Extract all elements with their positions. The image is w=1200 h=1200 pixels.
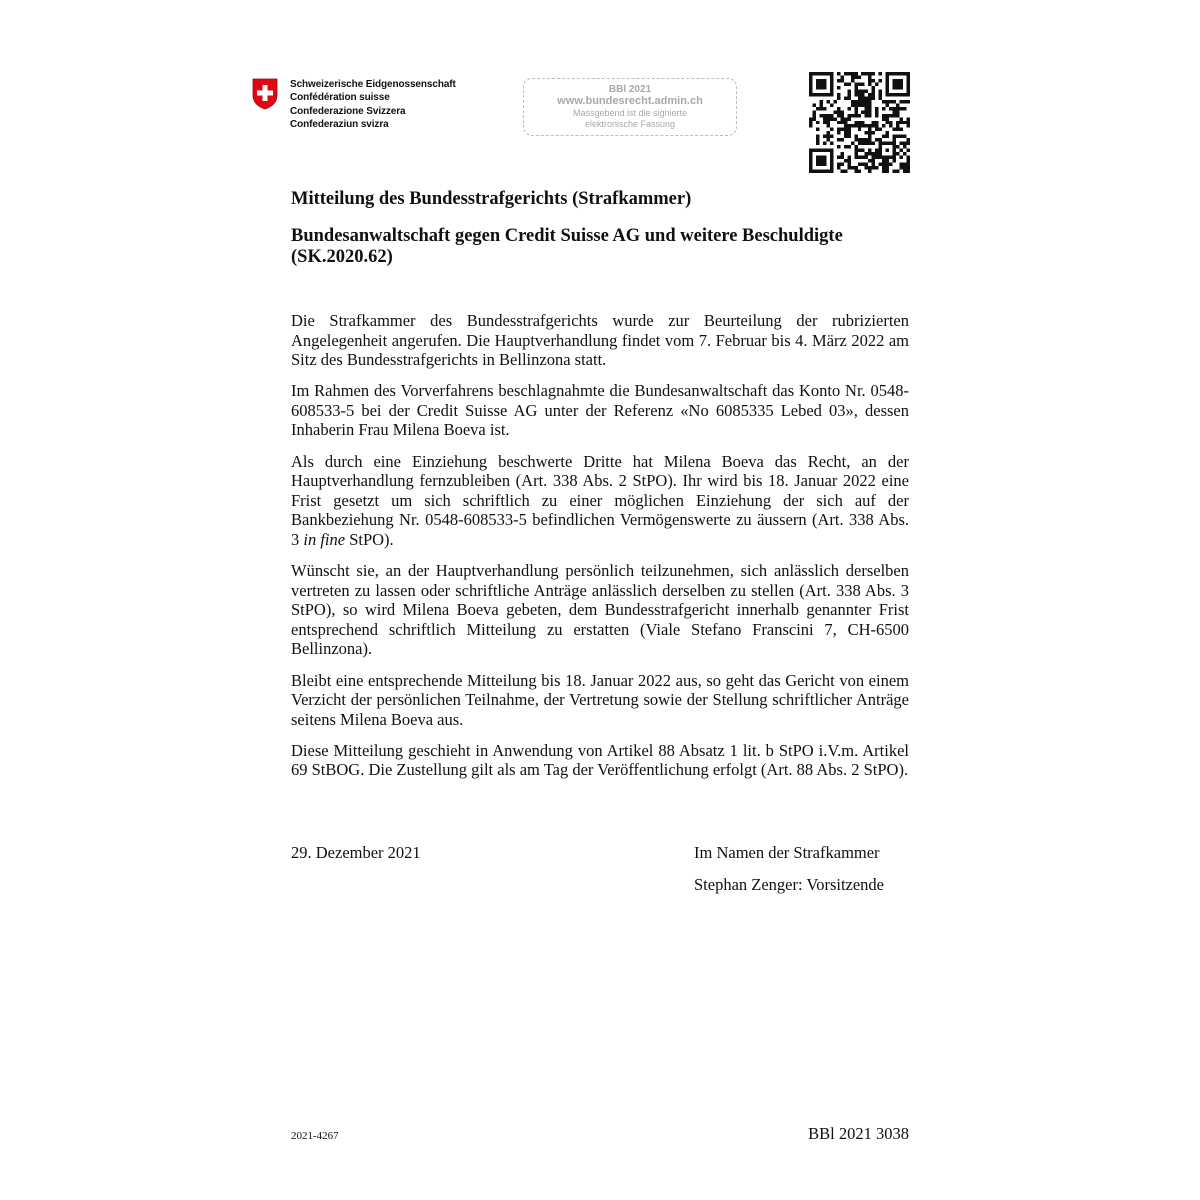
paragraph-1: Die Strafkammer des Bundesstrafgerichts wurde zur Beurteilung der rubrizierten Angelegenheit angerufen. Die Hauptverhandlung findet vom 7. Februar bis 4. März 2022 am Sitz des Bundesstrafgerichts in Bellinzona statt.	[291, 311, 909, 370]
government-name-fr: Confédération suisse	[290, 92, 390, 104]
stamp-line-3: Massgebend ist die signierte	[572, 108, 688, 118]
paragraph-3-tail: StPO).	[345, 529, 394, 549]
swiss-coat-of-arms-icon	[252, 78, 278, 110]
subtitle-line-2: (SK.2020.62)	[291, 247, 393, 267]
document-number: 2021-4267	[291, 1130, 339, 1142]
date: 29. Dezember 2021	[291, 843, 421, 862]
signature-stamp	[523, 78, 737, 136]
government-name-de: Schweizerische Eidgenossenschaft	[290, 79, 456, 90]
signature-on-behalf: Im Namen der Strafkammer	[694, 843, 880, 862]
paragraph-2: Im Rahmen des Vorverfahrens beschlagnahmte die Bundesanwaltschaft das Konto Nr. 0548-608533-5 bei der Credit Suisse AG unter der Referenz «No 6085335 Lebed 03», dessen Inhaberin Frau Milena Boeva ist.	[291, 381, 909, 440]
page-title: Mitteilung des Bundesstrafgerichts (Strafkammer)	[291, 189, 692, 209]
qr-code-icon	[809, 72, 910, 173]
subtitle-line-1: Bundesanwaltschaft gegen Credit Suisse AG und weitere Beschuldigte	[291, 226, 843, 246]
paragraph-5: Bleibt eine entsprechende Mitteilung bis 18. Januar 2022 aus, so geht das Gericht von einem Verzicht der persönlichen Teilnahme, der Vertretung sowie der Stellung schriftlicher Anträge seitens Milena Boeva aus.	[291, 670, 909, 729]
stamp-line-4: elektronische Fassung	[584, 119, 676, 129]
paragraph-3-italic: in fine	[303, 529, 346, 549]
government-names	[290, 78, 456, 132]
bbl-reference: BBl 2021 3038	[808, 1124, 909, 1143]
stamp-line-2: www.bundesrecht.admin.ch	[557, 95, 703, 107]
page-subtitle	[291, 226, 911, 268]
body-text	[291, 311, 909, 791]
government-name-it: Confederazione Svizzera	[290, 105, 406, 117]
paragraph-6: Diese Mitteilung geschieht in Anwendung von Artikel 88 Absatz 1 lit. b StPO i.V.m. Artikel 69 StBOG. Die Zustellung gilt als am Tag der Veröffentlichung erfolgt (Art. 88 Abs. 2 StPO).	[291, 740, 909, 780]
paragraph-4: Wünscht sie, an der Hauptverhandlung persönlich teilzunehmen, sich anlässlich derselben vertreten zu lassen oder schriftliche Anträge anlässlich derselben zu stellen (Art. 338 Abs. 3 StPO), so wird Milena Boeva gebeten, dem Bundesstrafgericht innerhalb genannter Frist entsprechend schriftlich Mitteilung zu erstatten (Viale Stefano Franscini 7, CH-6500 Bellinzona).	[291, 561, 909, 659]
paragraph-3-text: Als durch eine Einziehung beschwerte Dritte hat Milena Boeva das Recht, an der Hauptverhandlung fernzubleiben (Art. 338 Abs. 2 StPO). Ihr wird bis 18. Januar 2022 eine Frist gesetzt um sich schriftlich zu einer möglichen Einziehung der sich auf der Bankbeziehung Nr. 0548-608533-5 befindlichen Vermögenswerte zu äussern (Art. 338 Abs. 3	[291, 451, 909, 549]
signature-signer: Stephan Zenger: Vorsitzende	[694, 875, 885, 894]
paragraph-3	[291, 452, 909, 550]
government-name-rm: Confederaziun svizra	[290, 119, 389, 131]
stamp-line-1: BBl 2021	[608, 84, 652, 95]
